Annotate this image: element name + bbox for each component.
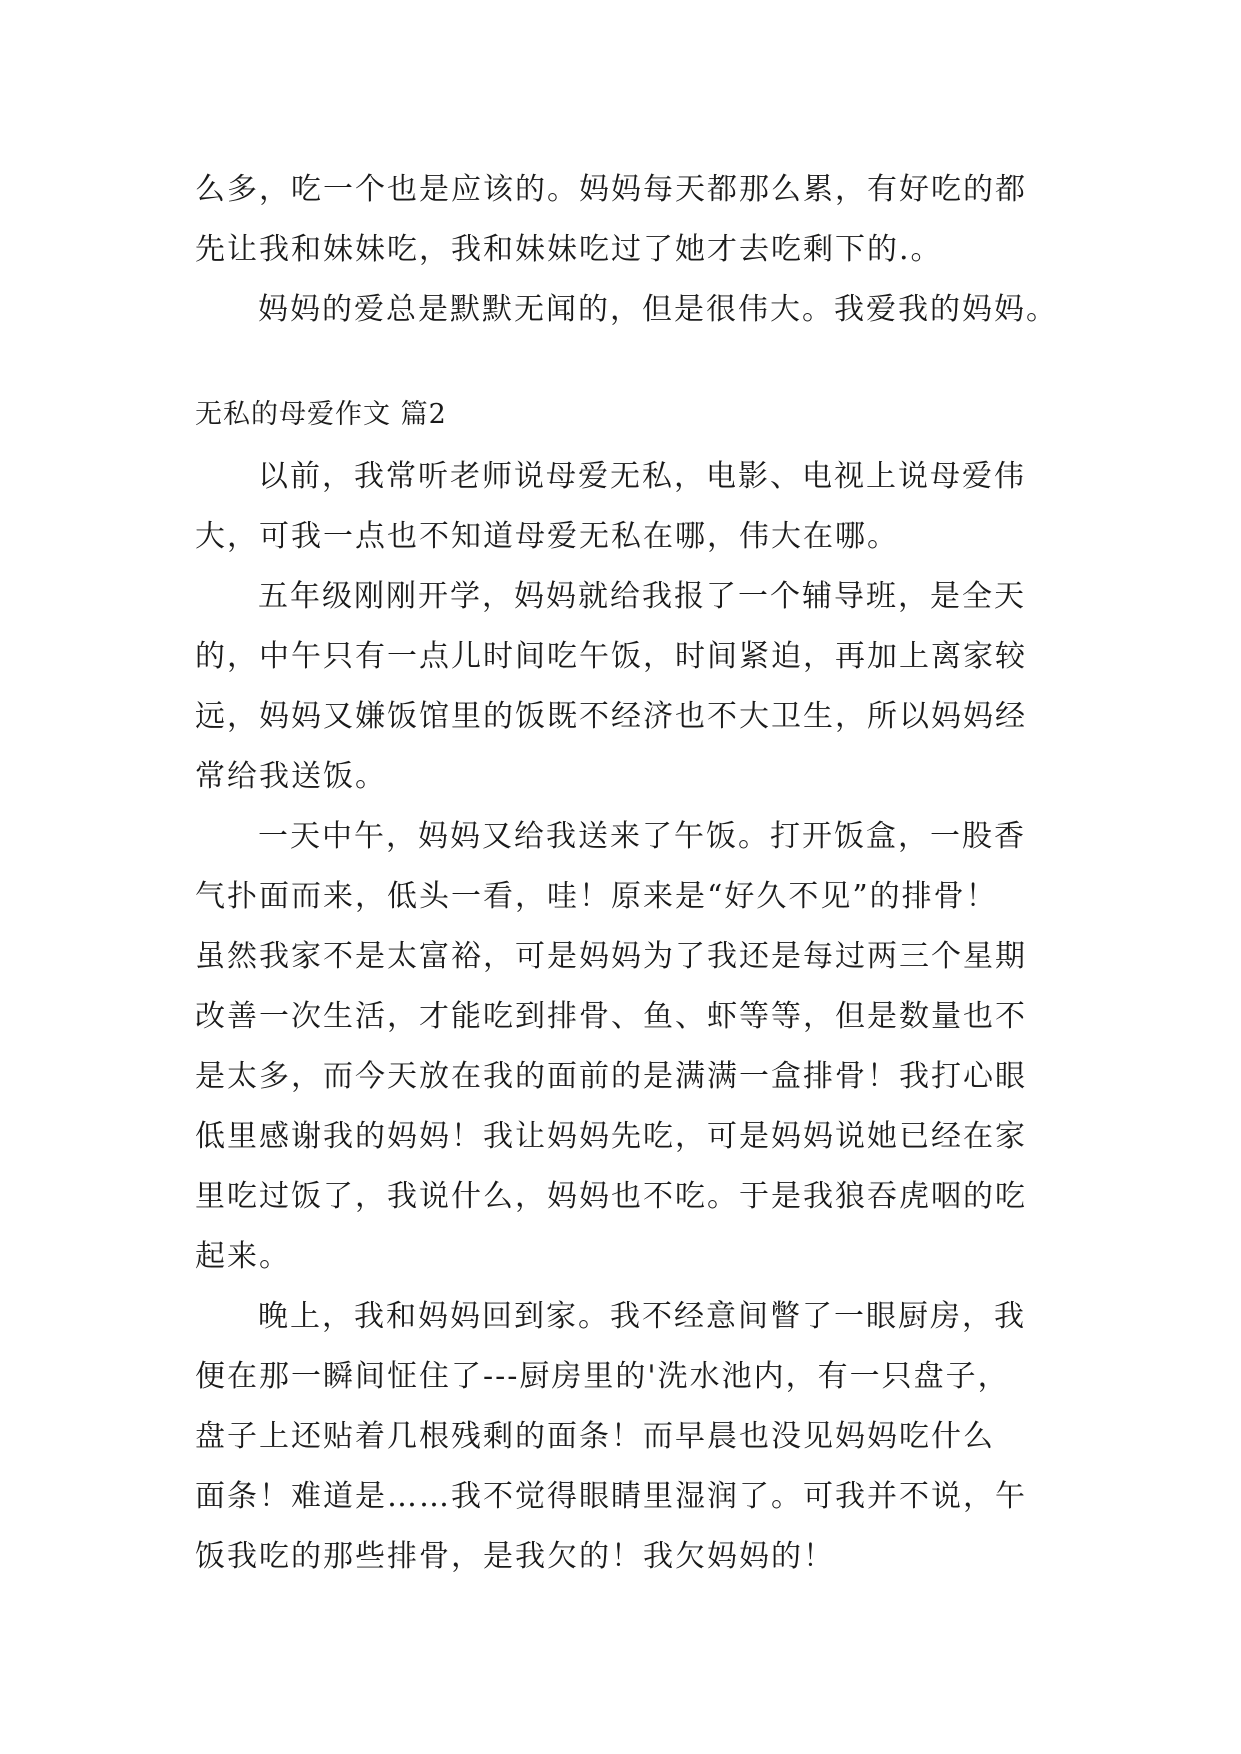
- paragraph-line: 气扑面而来，低头一看，哇！原来是“好久不见”的排骨！: [195, 879, 998, 914]
- paragraph-line: 妈妈的爱总是默默无闻的，但是很伟大。我爱我的妈妈。: [258, 292, 1058, 327]
- paragraph-line: 晚上，我和妈妈回到家。我不经意间瞥了一眼厨房，我: [258, 1299, 1026, 1334]
- paragraph-line: 常给我送饭。: [195, 759, 387, 794]
- paragraph-line: 盘子上还贴着几根残剩的面条！而早晨也没见妈妈吃什么: [195, 1419, 995, 1454]
- paragraph-line: 饭我吃的那些排骨，是我欠的！我欠妈妈的！: [195, 1539, 835, 1574]
- paragraph-line: 以前，我常听老师说母爱无私，电影、电视上说母爱伟: [258, 459, 1026, 494]
- paragraph-line: 先让我和妹妹吃，我和妹妹吃过了她才去吃剩下的.。: [195, 232, 943, 267]
- paragraph-line: 大，可我一点也不知道母爱无私在哪，伟大在哪。: [195, 519, 899, 554]
- paragraph-line: 面条！难道是……我不觉得眼睛里湿润了。可我并不说，午: [195, 1479, 1027, 1514]
- paragraph-line: 的，中午只有一点儿时间吃午饭，时间紧迫，再加上离家较: [195, 639, 1027, 674]
- paragraph-line: 便在那一瞬间怔住了---厨房里的'洗水池内，有一只盘子，: [195, 1359, 1010, 1394]
- paragraph-line: 一天中午，妈妈又给我送来了午饭。打开饭盒，一股香: [258, 819, 1026, 854]
- section-heading: 无私的母爱作文 篇2: [195, 399, 447, 430]
- paragraph-line: 低里感谢我的妈妈！我让妈妈先吃，可是妈妈说她已经在家: [195, 1119, 1027, 1154]
- paragraph-line: 么多，吃一个也是应该的。妈妈每天都那么累，有好吃的都: [195, 172, 1027, 207]
- paragraph-line: 里吃过饭了，我说什么，妈妈也不吃。于是我狼吞虎咽的吃: [195, 1179, 1027, 1214]
- paragraph-line: 五年级刚刚开学，妈妈就给我报了一个辅导班，是全天: [258, 579, 1026, 614]
- paragraph-line: 远，妈妈又嫌饭馆里的饭既不经济也不大卫生，所以妈妈经: [195, 699, 1027, 734]
- paragraph-line: 改善一次生活，才能吃到排骨、鱼、虾等等，但是数量也不: [195, 999, 1027, 1034]
- paragraph-line: 是太多，而今天放在我的面前的是满满一盒排骨！我打心眼: [195, 1059, 1027, 1094]
- paragraph-line: 起来。: [195, 1239, 291, 1274]
- paragraph-line: 虽然我家不是太富裕，可是妈妈为了我还是每过两三个星期: [195, 939, 1027, 974]
